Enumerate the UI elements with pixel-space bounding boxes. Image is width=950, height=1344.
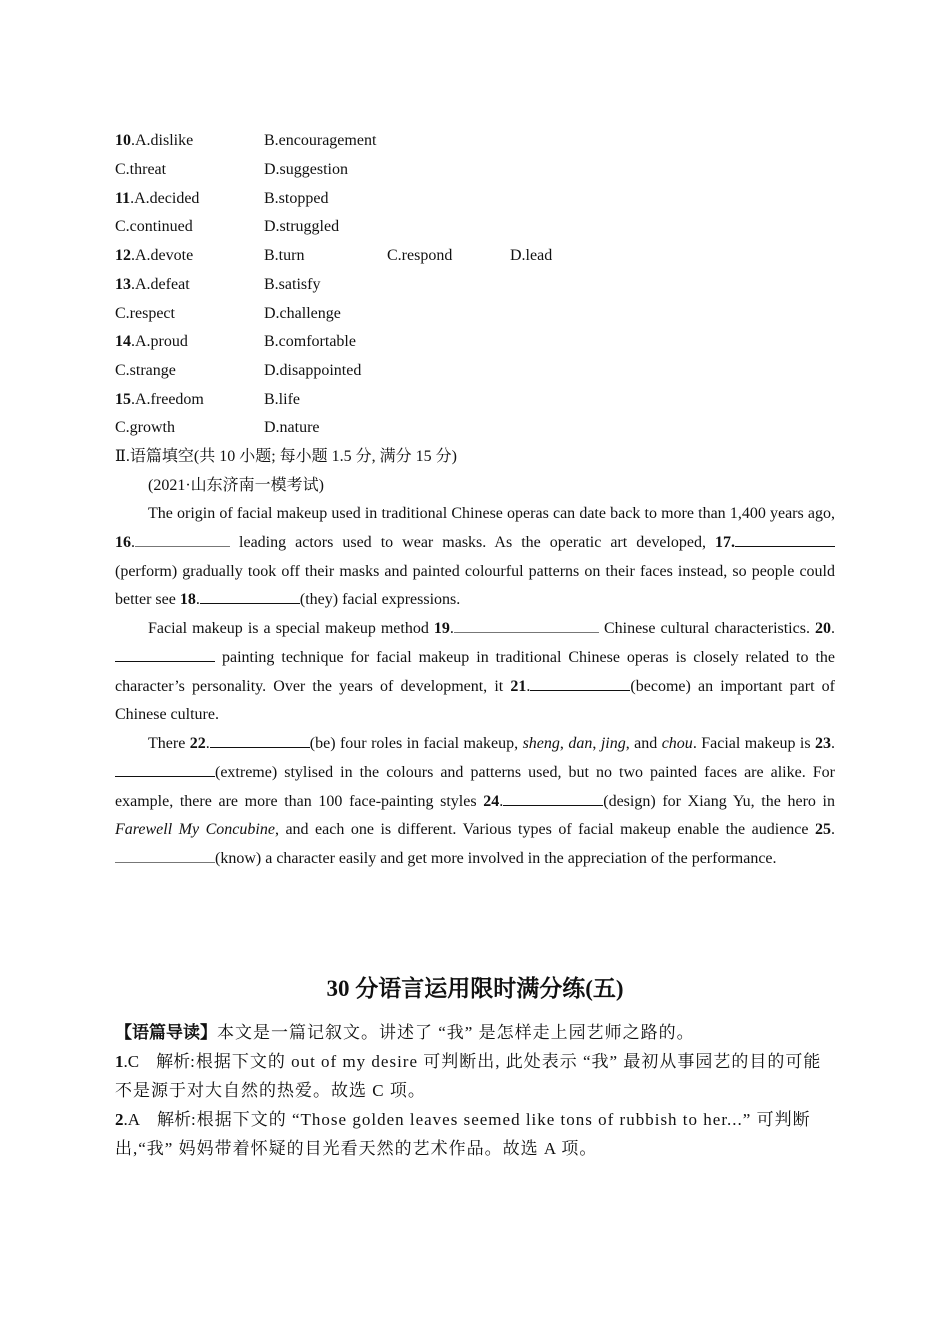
option-d: D.suggestion bbox=[264, 161, 348, 178]
option-d: D.nature bbox=[264, 419, 320, 436]
section-heading: Ⅱ.语篇填空(共 10 小题; 每小题 1.5 分, 满分 15 分) bbox=[115, 448, 457, 465]
option-c: C.growth bbox=[115, 419, 175, 436]
option-a: 10.A.dislike bbox=[115, 132, 194, 149]
blank-23[interactable] bbox=[115, 762, 215, 777]
blank-25[interactable] bbox=[115, 848, 215, 863]
option-d: D.lead bbox=[510, 247, 553, 264]
blank-21[interactable] bbox=[530, 676, 630, 691]
option-b: B.stopped bbox=[264, 190, 329, 207]
option-a: 15.A.freedom bbox=[115, 391, 204, 408]
option-a: 12.A.devote bbox=[115, 247, 194, 264]
option-b: B.life bbox=[264, 391, 300, 408]
option-c: C.continued bbox=[115, 218, 193, 235]
option-d: D.struggled bbox=[264, 218, 340, 235]
option-b: B.satisfy bbox=[264, 276, 321, 293]
option-b: B.encouragement bbox=[264, 132, 377, 149]
option-b: B.turn bbox=[264, 247, 305, 264]
blank-17[interactable] bbox=[735, 532, 835, 547]
option-d: D.challenge bbox=[264, 305, 341, 322]
option-d: D.disappointed bbox=[264, 362, 362, 379]
option-c: C.threat bbox=[115, 161, 167, 178]
passage-paragraph-1: The origin of facial makeup used in traditional Chinese operas can date back to more than 1,400 years ago, 16. leading actors used to wear masks. As the operatic art developed, 17.(perform) gradually took off their masks and painted colourful patterns on their faces instead, so people could better see 18. (they) facial expressions. bbox=[115, 505, 835, 609]
option-c: C.respect bbox=[115, 305, 175, 322]
option-b: B.comfortable bbox=[264, 333, 356, 350]
blank-18[interactable] bbox=[200, 589, 300, 604]
passage-paragraph-3: There 22. (be) four roles in facial makeup, sheng, dan, jing, and chou. Facial makeup is 23.(extreme) stylised in the colours and patterns used, but no two painted faces are alike. For example, there are more than 100 face-painting styles 24. (design) for Xiang Yu, the hero in Farewell My Concubine, and each one is different. Various types of facial makeup enable the audience 25.(know) a character easily and get more involved in the appreciation of the performance. bbox=[115, 735, 836, 868]
passage-guide: 【语篇导读】本文是一篇记叙文。讲述了 “我” 是怎样走上园艺师之路的。 bbox=[115, 1023, 695, 1042]
answer-1: 1.C 解析:根据下文的 out of my desire 可判断出, 此处表示 “我” 最初从事园艺的目的可能不是源于对大自然的热爱。故选 C 项。 bbox=[115, 1052, 822, 1100]
blank-19[interactable] bbox=[454, 618, 599, 633]
blank-24[interactable] bbox=[503, 791, 603, 806]
option-a: 13.A.defeat bbox=[115, 276, 190, 293]
answer-section-title: 30 分语言运用限时满分练(五) bbox=[326, 976, 624, 1001]
source-note: (2021·山东济南一模考试) bbox=[148, 477, 324, 494]
blank-16[interactable] bbox=[135, 532, 230, 547]
option-c: C.respond bbox=[387, 247, 453, 264]
option-a: 14.A.proud bbox=[115, 333, 188, 350]
answer-2: 2.A 解析:根据下文的 “Those golden leaves seemed like tons of rubbish to her...” 可判断出,“我” 妈妈带着怀疑的目光看天然的艺术作品。故选 A 项。 bbox=[115, 1110, 811, 1158]
blank-22[interactable] bbox=[210, 733, 310, 748]
option-c: C.strange bbox=[115, 362, 176, 379]
option-a: 11.A.decided bbox=[115, 190, 200, 207]
passage-paragraph-2: Facial makeup is a special makeup method 19. Chinese cultural characteristics. 20. painting technique for facial makeup in traditional Chinese operas is closely related to the character’s personality. Over the years of development, it 21. (become) an important part of Chinese culture. bbox=[115, 620, 836, 724]
blank-20[interactable] bbox=[115, 647, 215, 662]
